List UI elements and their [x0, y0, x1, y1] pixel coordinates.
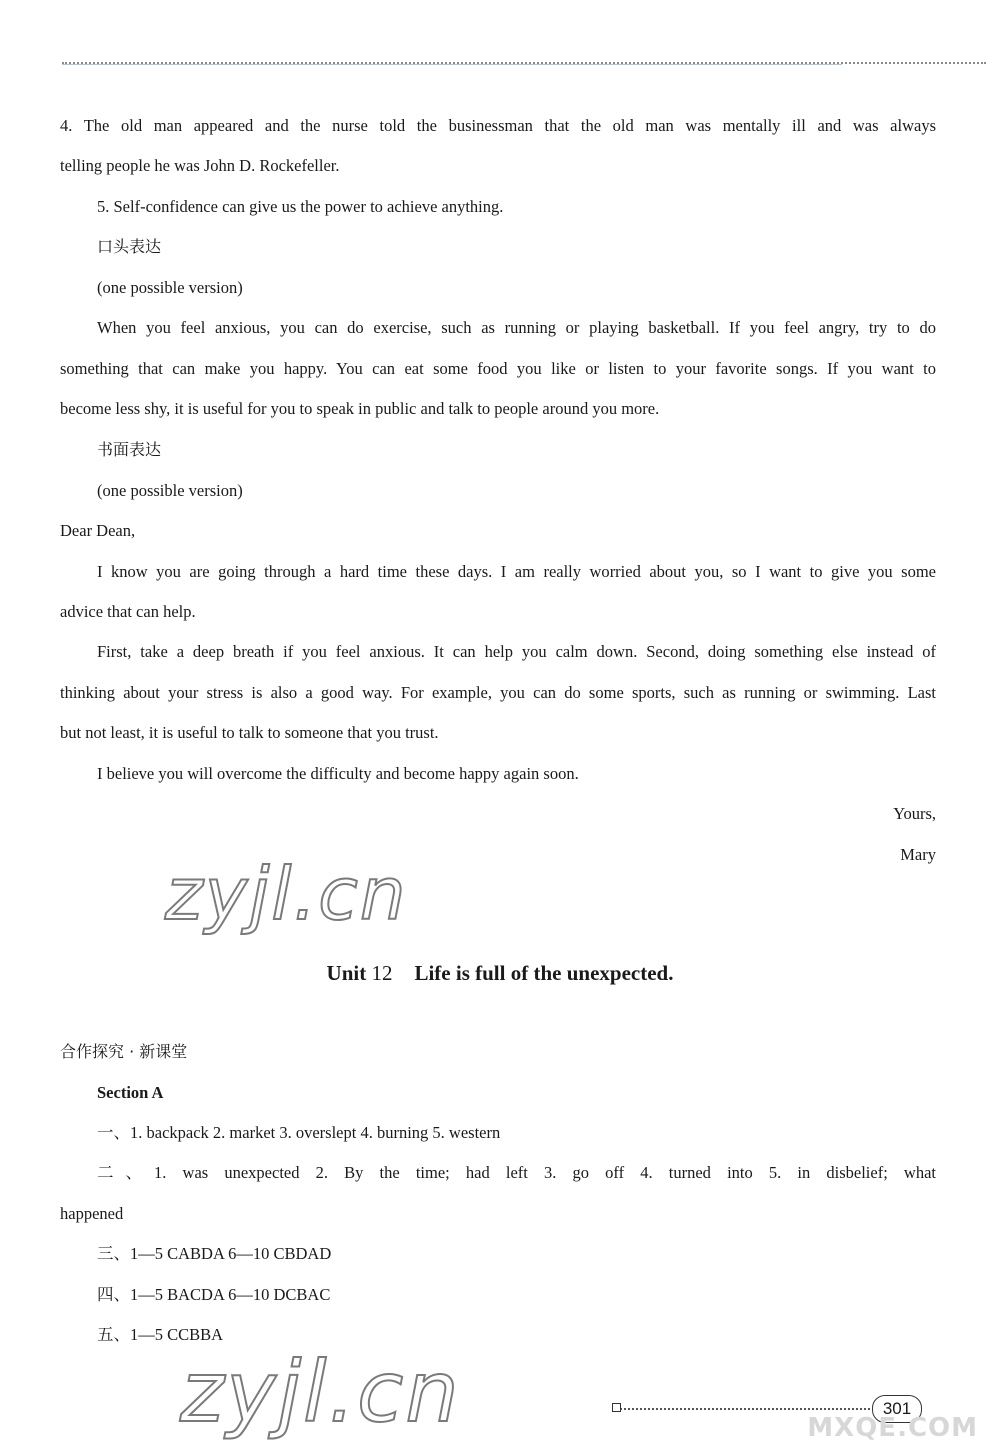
answers-part-2-line-2: happened — [60, 1204, 124, 1223]
letter-paragraph-2-line-3: but not least, it is useful to talk to someone that you trust. — [60, 723, 439, 742]
page-number: 301 — [872, 1395, 922, 1423]
footer-dotted-rule — [612, 1408, 870, 1410]
answers-part-1: 一、1. backpack 2. market 3. overslept 4. burning 5. western — [97, 1123, 501, 1142]
written-expression-heading: 书面表达 — [97, 440, 162, 459]
oral-paragraph-line-3: become less shy, it is useful for you to speak in public and talk to people around you more. — [60, 399, 660, 418]
section-a-label: Section A — [97, 1083, 164, 1102]
answer-4-line-1: 4. The old man appeared and the nurse told the businessman that the old man was mentally ill and was always — [60, 116, 936, 135]
answers-part-4: 四、1—5 BACDA 6—10 DCBAC — [97, 1285, 331, 1304]
written-version-note: (one possible version) — [97, 481, 243, 500]
letter-paragraph-1-line-2: advice that can help. — [60, 602, 196, 621]
letter-salutation: Dear Dean, — [60, 521, 136, 540]
unit-label: Unit — [326, 961, 367, 985]
oral-paragraph-line-1: When you feel anxious, you can do exercise, such as running or playing basketball. If you feel angry, try to do — [97, 318, 936, 337]
letter-signature: Mary — [900, 845, 936, 864]
answers-part-3: 三、1—5 CABDA 6—10 CBDAD — [97, 1244, 332, 1263]
unit-title — [0, 960, 1000, 986]
oral-version-note: (one possible version) — [97, 278, 243, 297]
answers-part-2-line-1: 二、1. was unexpected 2. By the time; had left 3. go off 4. turned into 5. in disbelief; what — [97, 1163, 936, 1182]
footer-square-marker — [612, 1403, 621, 1412]
answer-4-line-2: telling people he was John D. Rockefeller. — [60, 156, 340, 175]
oral-expression-heading: 口头表达 — [97, 237, 162, 256]
letter-paragraph-2-line-2: thinking about your stress is also a good way. For example, you can do some sports, such as running or swimming. Last — [60, 683, 936, 702]
letter-closing: Yours, — [893, 804, 936, 823]
section-heading: 合作探究 · 新课堂 — [60, 1042, 188, 1061]
letter-paragraph-2-line-1: First, take a deep breath if you feel anxious. It can help you calm down. Second, doing something else instead of — [97, 642, 936, 661]
watermark-mid: zyjl.cn — [165, 852, 408, 936]
watermark-corner: MXQE.COM — [807, 1413, 978, 1443]
unit-number: 12 — [371, 961, 393, 985]
letter-paragraph-3: I believe you will overcome the difficulty and become happy again soon. — [97, 764, 579, 783]
answers-part-5: 五、1—5 CCBBA — [97, 1325, 224, 1344]
oral-paragraph-line-2: something that can make you happy. You can eat some food you like or listen to your favorite songs. If you want to — [60, 359, 936, 378]
watermark-bottom: zyjl.cn — [180, 1343, 461, 1441]
letter-paragraph-1-line-1: I know you are going through a hard time these days. I am really worried about you, so I want to give you some — [97, 562, 936, 581]
top-solid-rule — [62, 64, 842, 65]
unit-title-text: Life is full of the unexpected. — [414, 961, 674, 985]
answer-5: 5. Self-confidence can give us the power to achieve anything. — [97, 197, 504, 216]
